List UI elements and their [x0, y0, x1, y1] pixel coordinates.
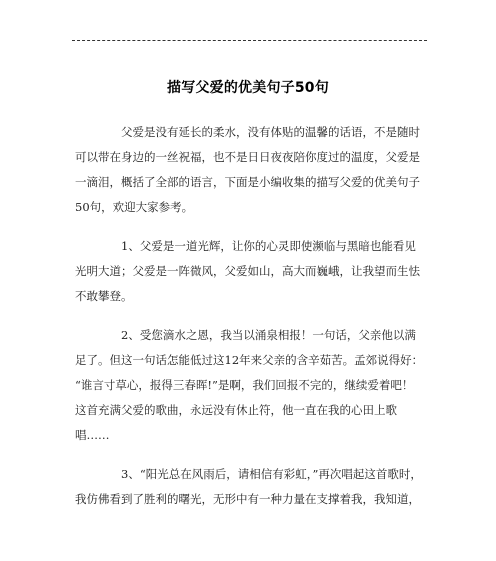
paragraph-line: 不敢攀登。: [75, 289, 133, 303]
paragraph-intro: [75, 120, 421, 220]
paragraph-line: 50句，欢迎大家参考。: [75, 200, 194, 214]
paragraph-line: “谁言寸草心，报得三春晖!”是啊，我们回报不完的，继续爱着吧！: [75, 378, 414, 392]
paragraph-line: 这首充满父爱的歌曲，永远没有休止符，他一直在我的心田上歌: [75, 403, 397, 417]
paragraph-line: 光明大道；父爱是一阵微风，父爱如山，高大而巍峨，让我望而生怯: [75, 264, 420, 278]
header-dashed-divider: [72, 40, 427, 41]
paragraph-line: 我仿佛看到了胜利的曙光，无形中有一种力量在支撑着我，我知道，: [75, 492, 420, 506]
paragraph-line: 唱……: [75, 428, 110, 442]
paragraph-line: 父爱是没有延长的柔水，没有体贴的温馨的话语，不是随时: [121, 125, 420, 139]
document-title: 描写父爱的优美句子50句: [167, 80, 329, 96]
paragraph-line: 可以带在身边的一丝祝福，也不是日日夜夜陪你度过的温度，父爱是: [75, 150, 420, 164]
paragraph-item-2: [75, 323, 424, 448]
paragraph-item-3: [75, 462, 421, 512]
paragraph-line: 3、“阳光总在风雨后，请相信有彩虹，”再次唱起这首歌时，: [121, 467, 422, 481]
paragraph-line: 足了。但这一句话怎能低过这12年来父亲的含辛茹苦。孟郊说得好：: [75, 353, 424, 367]
paragraph-line: 2、受您滴水之恩，我当以涌泉相报！一句话，父亲他以满: [121, 328, 416, 342]
paragraph-line: 1、父爱是一道光辉，让你的心灵即使濒临与黑暗也能看见: [121, 239, 416, 253]
paragraph-line: 一滴泪，概括了全部的语言，下面是小编收集的描写父爱的优美句子: [75, 175, 420, 189]
paragraph-item-1: [75, 234, 421, 309]
document-body: [75, 120, 424, 526]
